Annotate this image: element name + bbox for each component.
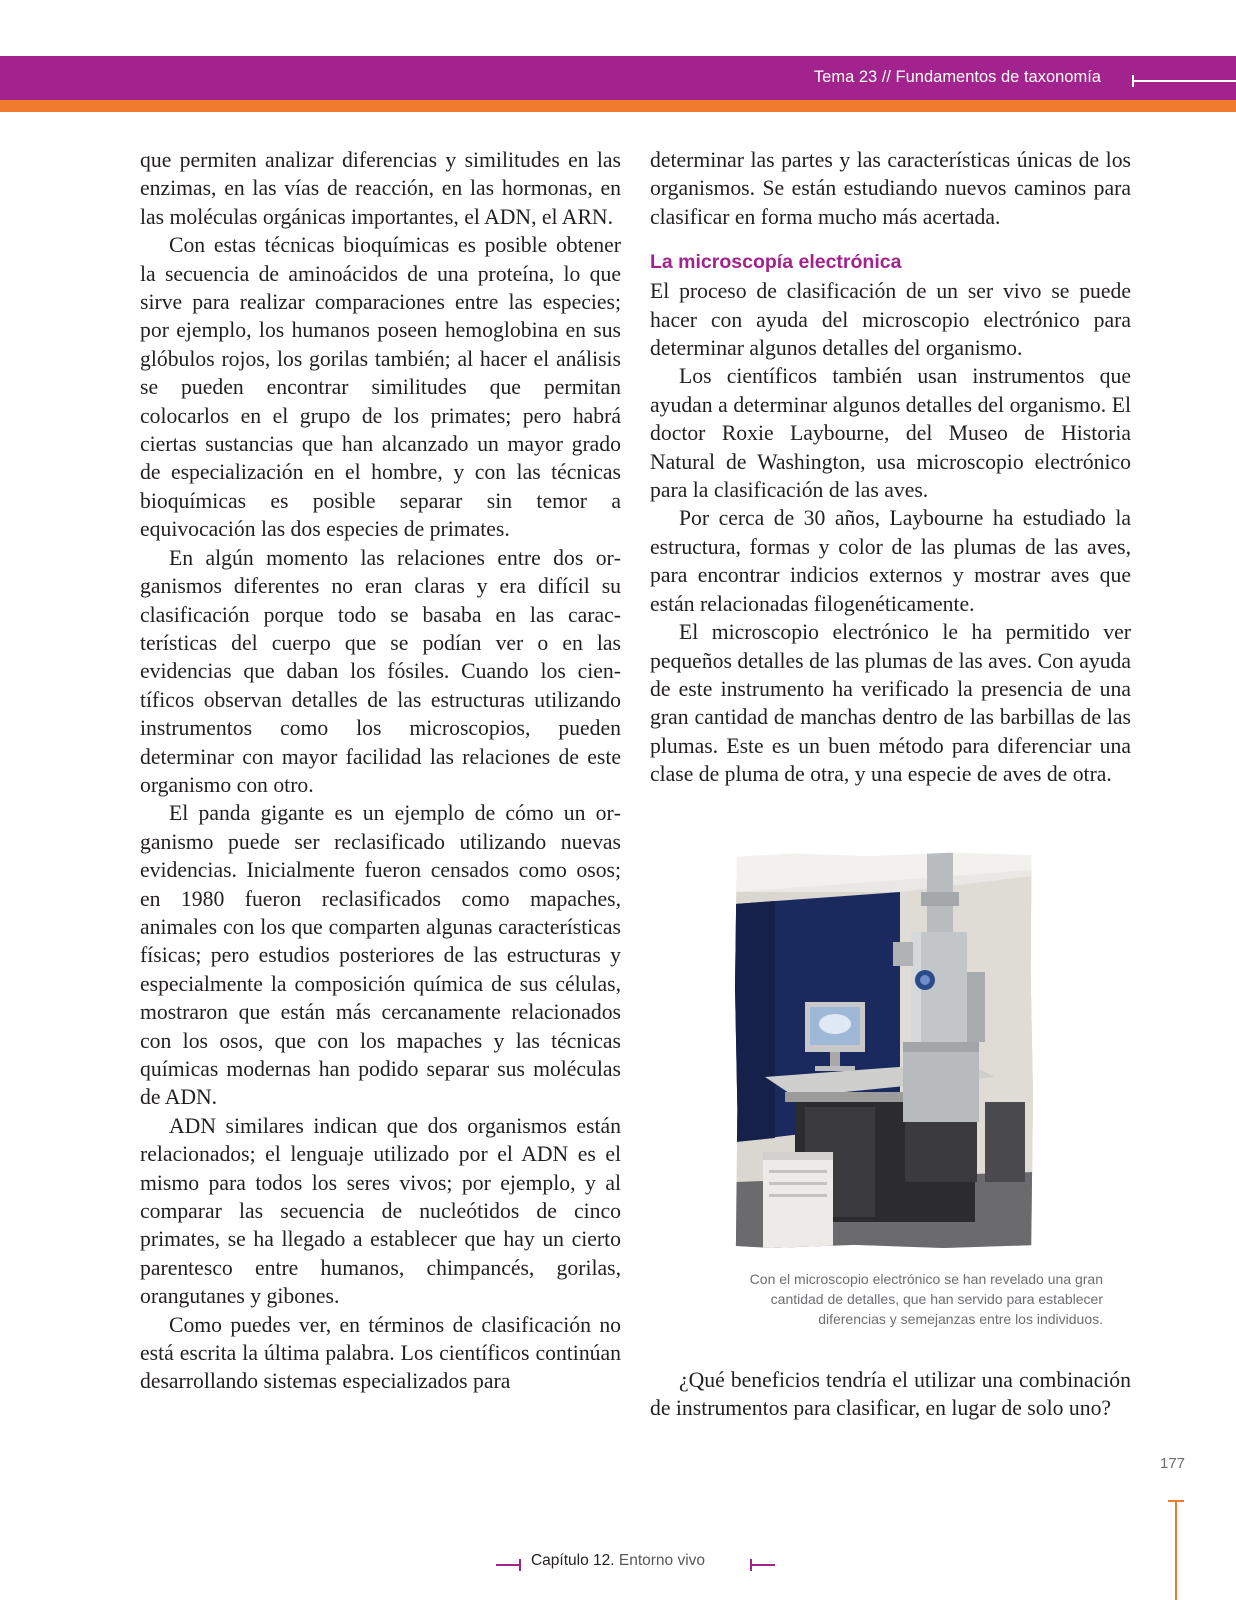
header-rule bbox=[1132, 80, 1236, 82]
section-heading: La microscopía electrónica bbox=[650, 251, 902, 274]
paragraph: El panda gigante es un ejemplo de cómo un organismo puede ser reclasificado utilizando nuevas evidencias. Inicialmente fueron censados como osos; en 1980 fueron reclasificados como mapaches, animales con los que comparten algunas características físicas; pero estudios posteriores de las estructuras y especialmente la composición química de sus células, mostraron que están más cercanamente relacionados con los osos, que con los mapaches y las técnicas químicas modernas han podido separar sus moléculas de ADN. bbox=[140, 801, 621, 1110]
page-rule bbox=[1175, 1500, 1177, 1600]
header-accent-stripe bbox=[0, 100, 1236, 112]
right-column bbox=[650, 146, 1131, 789]
caption-line: diferencias y semejanzas entre los individuos. bbox=[818, 1311, 1103, 1327]
question-block bbox=[650, 1366, 1131, 1423]
paragraph: determinar las partes y las características únicas de los organismos. Se están estudiando nuevos caminos para clasificar en forma mucho más acertada. bbox=[650, 148, 1131, 229]
page-number: 177 bbox=[1160, 1455, 1186, 1472]
caption-line: cantidad de detalles, que han servido para establecer bbox=[770, 1291, 1103, 1307]
paragraph: Con estas técnicas bioquímicas es posible obtener la secuencia de aminoácidos de una proteína, lo que sirve para realizar comparaciones entre las especies; por ejemplo, los humanos poseen hemoglobina en sus glóbulos rojos, los gorilas también; al hacer el análisis se pueden encontrar similitudes que permitan colocarlos en el grupo de los primates; pero habrá ciertas sustancias que han alcanzado un mayor grado de especialización en el hombre, y con las técnicas bioquímicas es posible separar sin temor a equivocación las dos especies de primates. bbox=[140, 233, 621, 542]
paragraph: Los científicos también usan instrumentos que ayudan a determinar algunos detalles del organismo. El doctor Roxie Laybourne, del Museo de Historia Natural de Washington, usa microscopio electrónico para la clasificación de las aves. bbox=[650, 364, 1131, 503]
footer-chapter-title: Entorno vivo bbox=[618, 1552, 706, 1569]
footer-chapter: Capítulo 12. bbox=[530, 1552, 615, 1569]
paragraph: Por cerca de 30 años, Laybourne ha estudiado la estructura, formas y color de las plumas de las aves, para encontrar indicios externos y mostrar aves que están relacionadas filogenéticamente. bbox=[650, 506, 1131, 616]
question-text: ¿Qué beneficios tendría el utilizar una combinación de instrumentos para clasificar, en lugar de solo uno? bbox=[650, 1368, 1131, 1421]
footer bbox=[0, 1552, 1236, 1570]
paragraph: que permiten analizar diferencias y similitudes en las enzimas, en las vías de reacción, en las hormonas, en las moléculas orgánicas importantes, el ADN, el ARN. bbox=[140, 148, 621, 229]
paragraph: El proceso de clasificación de un ser vivo se puede hacer con ayuda del microscopio electrónico para determinar algunos detalles del organismo. bbox=[650, 279, 1131, 361]
electron-microscope-photo bbox=[735, 852, 1033, 1248]
photo-caption bbox=[690, 1269, 1103, 1329]
caption-line: Con el microscopio electrónico se han revelado una gran bbox=[749, 1271, 1103, 1287]
paragraph: Como puedes ver, en términos de clasificación no está escrita la última palabra. Los científicos continúan desarrollando sistemas especializados para bbox=[140, 1312, 621, 1394]
paragraph: El microscopio electrónico le ha permitido ver pequeños detalles de las plumas de las aves. Con ayuda de este instrumento ha verificado la presencia de una gran cantidad de manchas dentro de las barbillas de las plumas. Este es un buen método para diferenciar una clase de pluma de otra, y una especie de aves de otra. bbox=[650, 620, 1131, 787]
paragraph: En algún momento las relaciones entre dos organismos diferentes no eran claras y era difícil su clasificación porque todo se basaba en las características del cuerpo que se podían ver o en las evidencias que daban los fósiles. Cuando los científicos observan detalles de las estructuras utilizando instrumentos como los microscopios, pueden determinar con mayor facilidad las relaciones de este organismo con otro. bbox=[140, 545, 621, 797]
left-column bbox=[140, 146, 621, 1396]
header-title: Tema 23 // Fundamentos de taxonomía bbox=[813, 68, 1101, 86]
footer-rule-right bbox=[750, 1564, 775, 1566]
footer-tick-right bbox=[750, 1559, 752, 1571]
paragraph: ADN similares indican que dos organismos están relacionados; el lenguaje utilizado por el ADN es el mismo para todos los seres vivos; por ejemplo, y al comparar las secuencia de nucleótidos de cinco primates, se ha llegado a establecer que hay un cierto parentesco entre humanos, chimpancés, gorilas, orangutanes y gibones. bbox=[140, 1113, 621, 1309]
